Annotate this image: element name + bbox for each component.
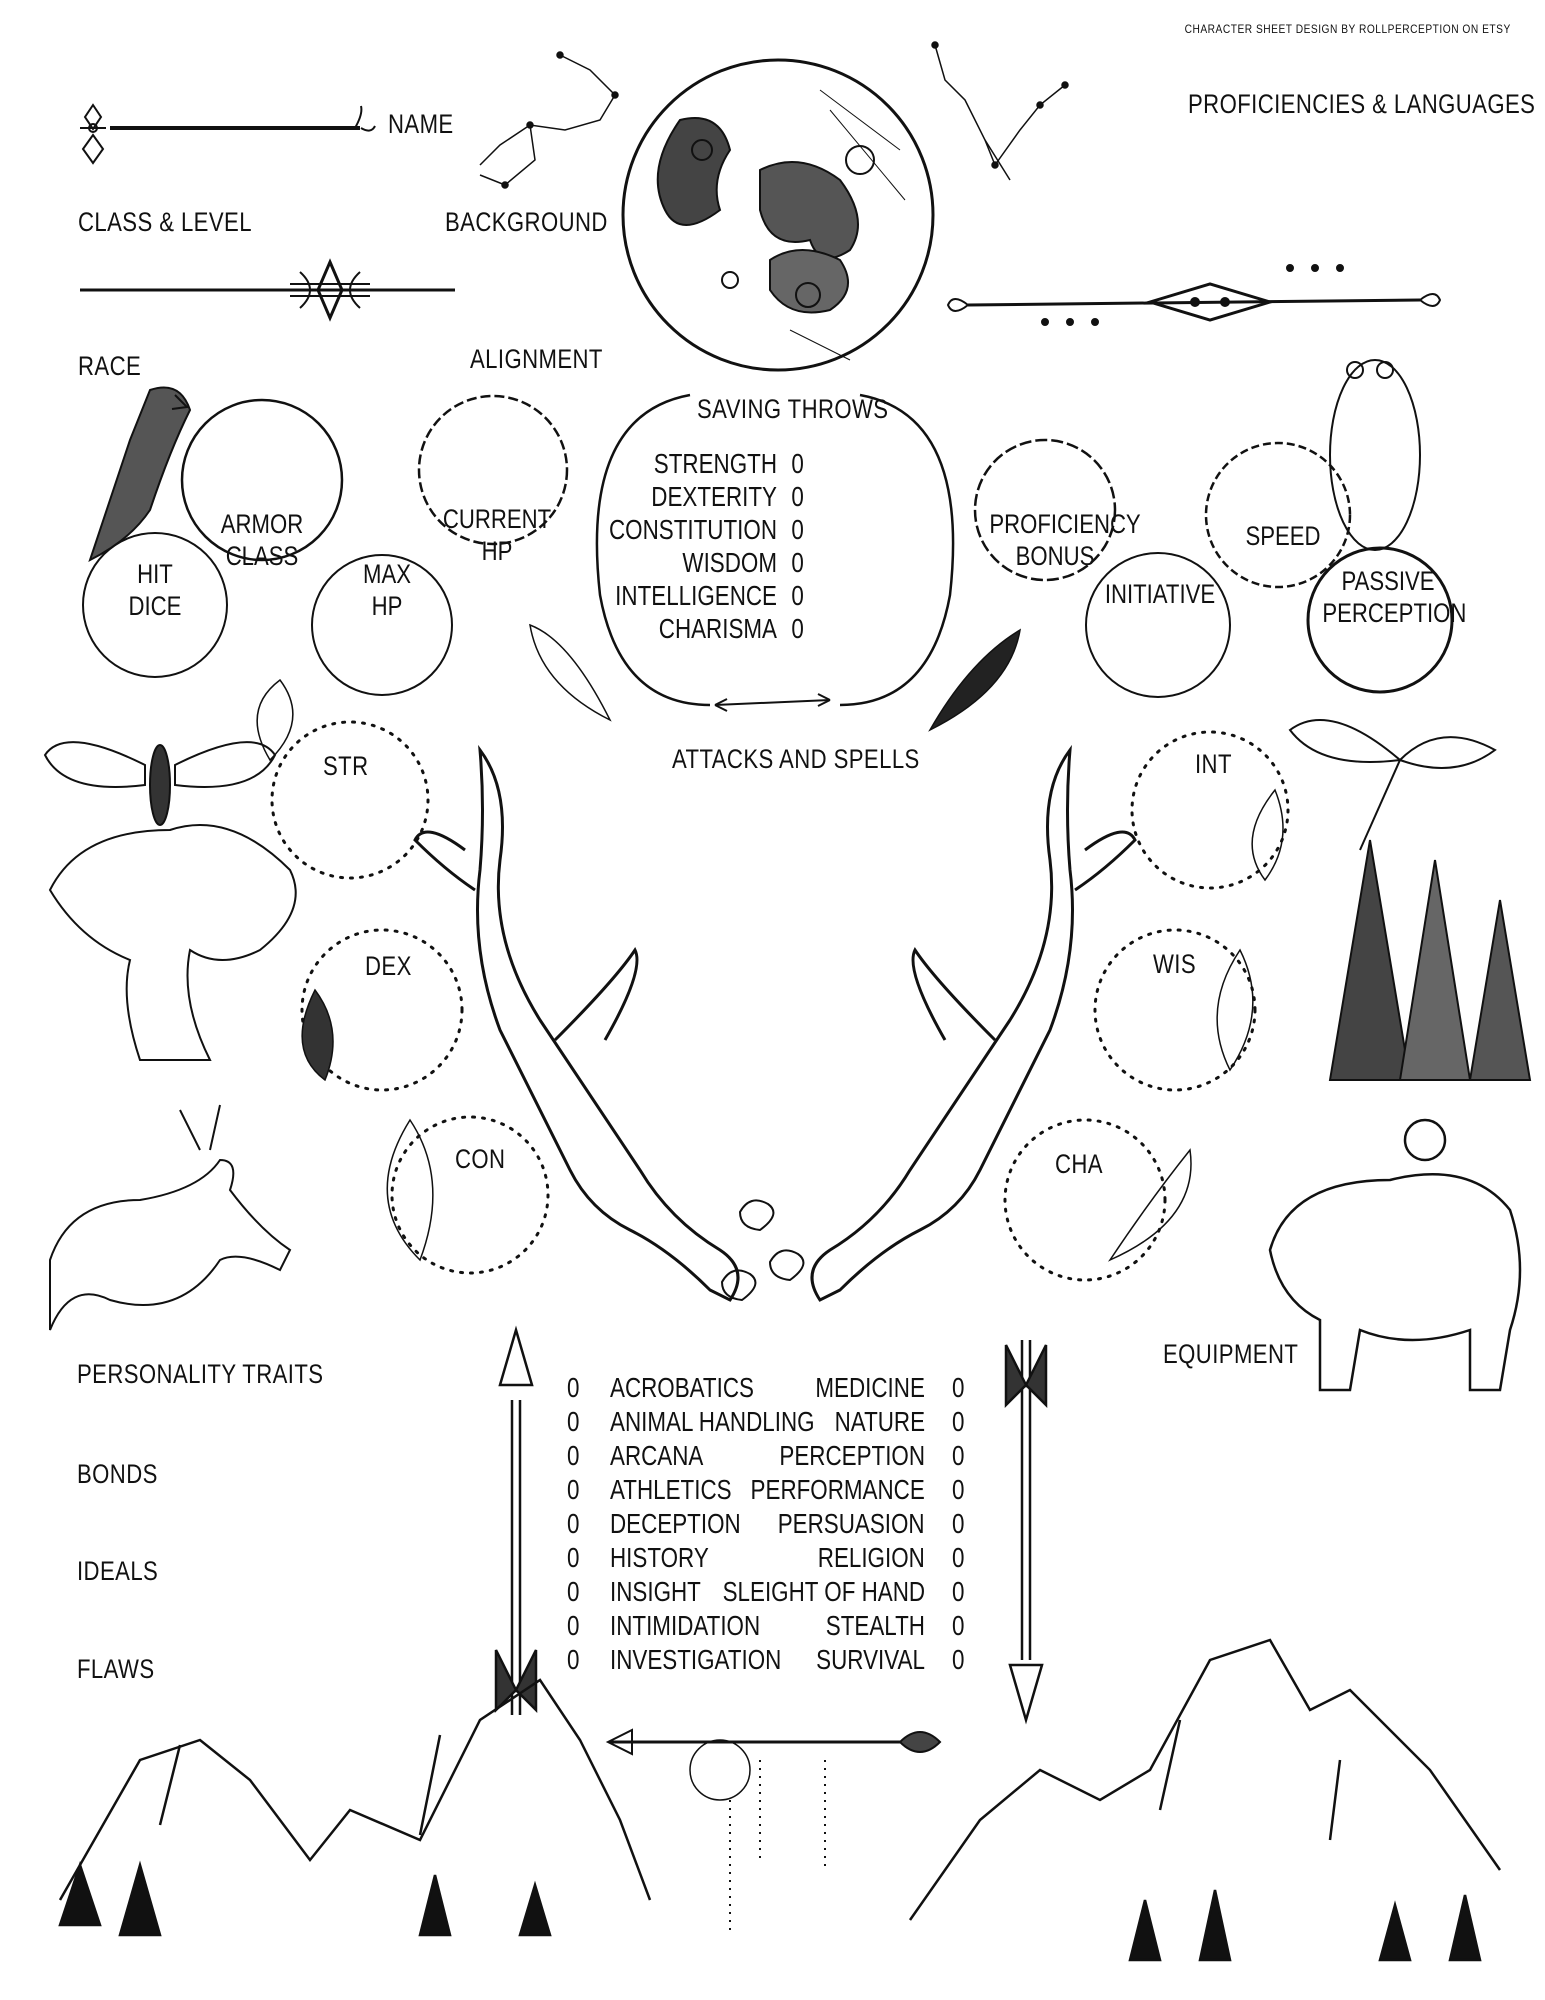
saving-throw-value[interactable]: 0 bbox=[791, 448, 804, 479]
skill-modifier-left[interactable]: 0 bbox=[567, 1542, 580, 1573]
skill-name-right: PERSUASION bbox=[778, 1508, 925, 1539]
personality-traits-label: PERSONALITY TRAITS bbox=[77, 1359, 324, 1389]
str-ring bbox=[272, 722, 428, 878]
skill-name-left: ANIMAL HANDLING bbox=[610, 1406, 815, 1437]
proficiency-bonus-line-2: BONUS bbox=[1015, 541, 1095, 571]
skill-name-left: INSIGHT bbox=[610, 1576, 701, 1607]
mountains-left bbox=[60, 1680, 650, 1935]
right-line-ornament bbox=[948, 265, 1440, 325]
armor-class-label bbox=[201, 508, 324, 572]
skill-name-right: NATURE bbox=[834, 1406, 925, 1437]
proficiency-bonus-label bbox=[989, 508, 1141, 572]
skill-name-left: DECEPTION bbox=[610, 1508, 741, 1539]
skill-name-right: STEALTH bbox=[825, 1610, 925, 1641]
skill-name-right: MEDICINE bbox=[815, 1372, 925, 1403]
skill-modifier-right[interactable]: 0 bbox=[952, 1508, 965, 1539]
skill-modifier-left[interactable]: 0 bbox=[567, 1474, 580, 1505]
skill-modifier-left[interactable]: 0 bbox=[567, 1406, 580, 1437]
passive-perception-line-2: PERCEPTION bbox=[1322, 598, 1467, 628]
class-line-ornament bbox=[80, 262, 455, 318]
cha-label: CHA bbox=[1055, 1149, 1103, 1179]
passive-perception-label bbox=[1322, 565, 1467, 629]
skill-modifier-right[interactable]: 0 bbox=[952, 1542, 965, 1573]
skill-name-left: ATHLETICS bbox=[610, 1474, 732, 1505]
hit-dice-line-2: DICE bbox=[128, 591, 182, 621]
passive-perception-line-1: PASSIVE bbox=[1341, 566, 1435, 596]
max-hp-line-1: MAX bbox=[363, 559, 411, 589]
proficiency-bonus-line-1: PROFICIENCY bbox=[989, 509, 1141, 539]
skill-modifier-left[interactable]: 0 bbox=[567, 1508, 580, 1539]
skill-name-right: RELIGION bbox=[817, 1542, 925, 1573]
skill-modifier-right[interactable]: 0 bbox=[952, 1372, 965, 1403]
skill-modifier-left[interactable]: 0 bbox=[567, 1610, 580, 1641]
name-line-ornament bbox=[80, 105, 375, 163]
skill-name-left: INVESTIGATION bbox=[610, 1644, 782, 1675]
initiative-ring bbox=[1086, 553, 1230, 697]
equipment-label: EQUIPMENT bbox=[1163, 1339, 1299, 1369]
race-label: RACE bbox=[78, 351, 142, 381]
dragonfly-illustration bbox=[1290, 720, 1495, 850]
saving-throw-value[interactable]: 0 bbox=[791, 514, 804, 545]
saving-throw-name: DEXTERITY bbox=[651, 481, 777, 512]
wis-label: WIS bbox=[1153, 949, 1197, 979]
skill-name-left: INTIMIDATION bbox=[610, 1610, 761, 1641]
skill-modifier-right[interactable]: 0 bbox=[952, 1406, 965, 1437]
skill-modifier-right[interactable]: 0 bbox=[952, 1644, 965, 1675]
current-hp-label bbox=[436, 503, 559, 567]
background-label: BACKGROUND bbox=[445, 207, 608, 237]
antlers-illustration bbox=[415, 750, 1135, 1300]
bear-illustration bbox=[1270, 1120, 1520, 1390]
max-hp-label bbox=[326, 558, 449, 622]
armor-class-line-1: ARMOR bbox=[220, 509, 304, 539]
hit-dice-label bbox=[94, 558, 217, 622]
saving-throw-value[interactable]: 0 bbox=[791, 547, 804, 578]
class-level-label: CLASS & LEVEL bbox=[78, 207, 252, 237]
proficiencies-languages-label: PROFICIENCIES & LANGUAGES bbox=[1188, 89, 1536, 119]
skill-modifier-left[interactable]: 0 bbox=[567, 1440, 580, 1471]
skill-modifier-right[interactable]: 0 bbox=[952, 1576, 965, 1607]
attacks-spells-title: ATTACKS AND SPELLS bbox=[672, 744, 920, 774]
right-arrow-illustration bbox=[1006, 1340, 1046, 1720]
saving-throw-value[interactable]: 0 bbox=[791, 613, 804, 644]
skill-modifier-left[interactable]: 0 bbox=[567, 1372, 580, 1403]
saving-throw-value[interactable]: 0 bbox=[791, 481, 804, 512]
con-label: CON bbox=[455, 1144, 506, 1174]
current-hp-line-2: HP bbox=[481, 536, 513, 566]
skill-modifier-left[interactable]: 0 bbox=[567, 1576, 580, 1607]
skill-modifier-right[interactable]: 0 bbox=[952, 1474, 965, 1505]
constellation-left bbox=[480, 52, 618, 188]
feather-icons bbox=[257, 625, 1283, 1260]
saving-throw-name: STRENGTH bbox=[653, 448, 777, 479]
paw-print-icons bbox=[722, 1200, 803, 1300]
saving-throw-name: WISDOM bbox=[682, 547, 777, 578]
current-hp-line-1: CURRENT bbox=[442, 504, 552, 534]
skill-name-right: SLEIGHT OF HAND bbox=[722, 1576, 925, 1607]
name-label: NAME bbox=[388, 109, 454, 139]
str-label: STR bbox=[323, 751, 369, 781]
dreamcatcher-arrow-illustration bbox=[608, 1730, 940, 1930]
skill-name-right: PERCEPTION bbox=[779, 1440, 925, 1471]
saving-throw-value[interactable]: 0 bbox=[791, 580, 804, 611]
cha-ring bbox=[1005, 1120, 1165, 1280]
saving-throw-name: CONSTITUTION bbox=[609, 514, 777, 545]
dex-label: DEX bbox=[365, 951, 412, 981]
left-arrow-illustration bbox=[496, 1330, 536, 1715]
saving-throw-name: INTELLIGENCE bbox=[615, 580, 777, 611]
deer-illustration bbox=[50, 1105, 290, 1330]
hit-dice-line-1: HIT bbox=[137, 559, 173, 589]
skill-name-left: ACROBATICS bbox=[610, 1372, 754, 1403]
skill-modifier-right[interactable]: 0 bbox=[952, 1440, 965, 1471]
designer-credit: CHARACTER SHEET DESIGN BY ROLLPERCEPTION ON ETSY bbox=[1184, 22, 1511, 36]
skill-modifier-right[interactable]: 0 bbox=[952, 1610, 965, 1641]
max-hp-line-2: HP bbox=[371, 591, 403, 621]
bonds-label: BONDS bbox=[77, 1459, 158, 1489]
moon-illustration bbox=[623, 60, 933, 370]
moth-illustration bbox=[45, 742, 275, 825]
ideals-label: IDEALS bbox=[77, 1556, 159, 1586]
initiative-label: INITIATIVE bbox=[1104, 579, 1216, 609]
saving-throws-title: SAVING THROWS bbox=[697, 394, 889, 424]
mountains-right bbox=[910, 1640, 1500, 1960]
alignment-label: ALIGNMENT bbox=[470, 344, 603, 374]
constellation-right bbox=[932, 42, 1068, 180]
speed-label: SPEED bbox=[1245, 521, 1321, 551]
armor-class-line-2: CLASS bbox=[225, 541, 299, 571]
flaws-label: FLAWS bbox=[77, 1654, 155, 1684]
pine-trees-illustration bbox=[1330, 840, 1530, 1080]
int-label: INT bbox=[1195, 749, 1232, 779]
skill-name-left: ARCANA bbox=[610, 1440, 704, 1471]
tree-illustration bbox=[50, 825, 296, 1060]
skill-name-right: SURVIVAL bbox=[816, 1644, 925, 1675]
con-ring bbox=[392, 1117, 548, 1273]
skill-name-right: PERFORMANCE bbox=[750, 1474, 925, 1505]
skill-name-left: HISTORY bbox=[610, 1542, 709, 1573]
saving-throw-name: CHARISMA bbox=[658, 613, 777, 644]
skill-modifier-left[interactable]: 0 bbox=[567, 1644, 580, 1675]
